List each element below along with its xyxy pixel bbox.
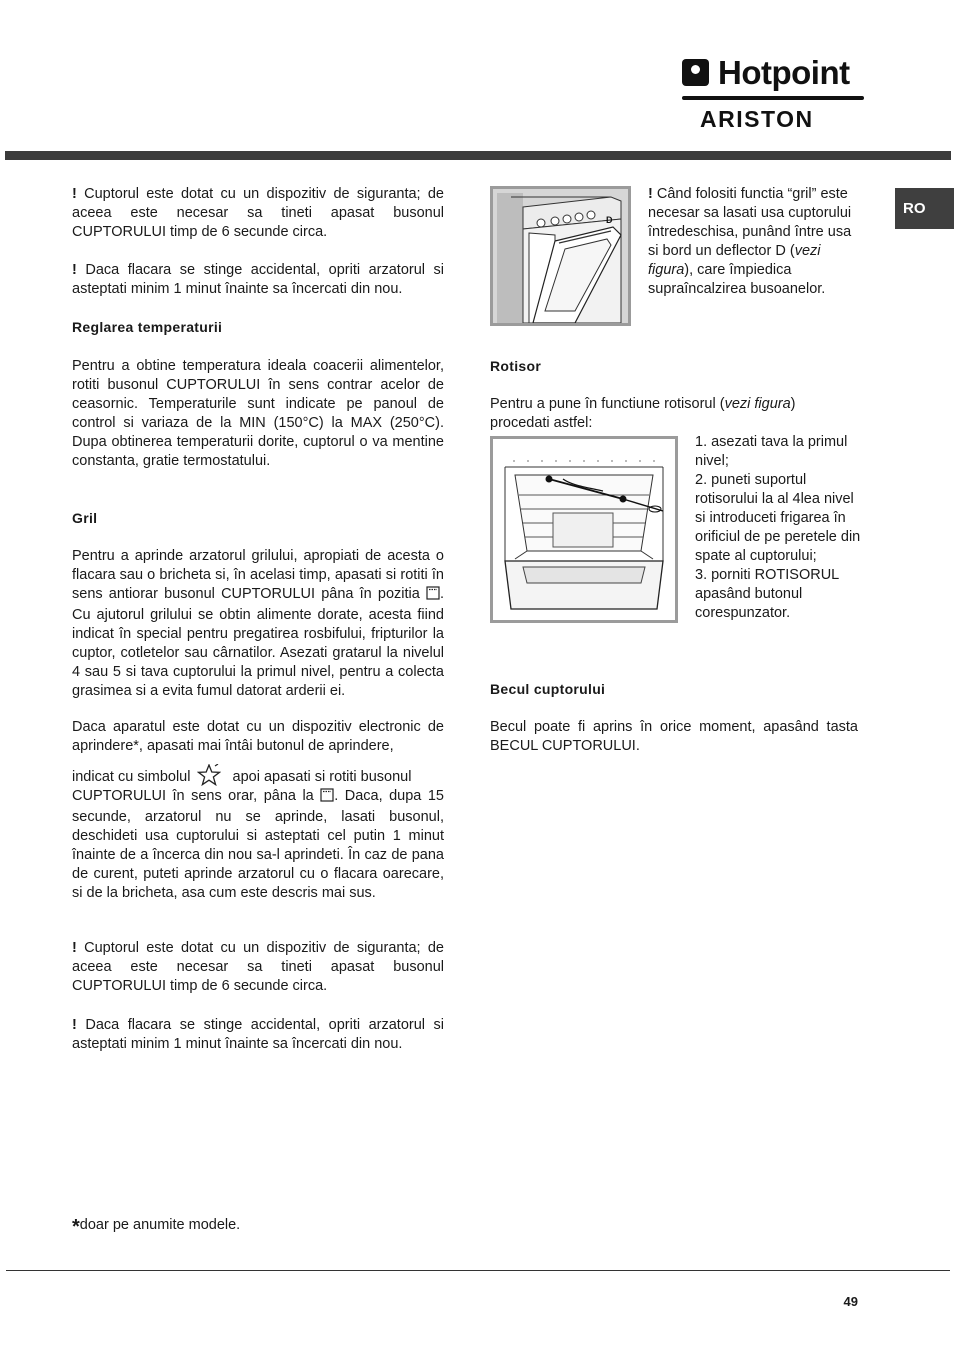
gril-paragraph: Pentru a aprinde arzatorul grilului, apropiati de acesta o flacara sau o bricheta si, în acelasi timp, apasati si rotiti în sens antiorar busonul CUPTORULUI pâna în pozitia . Cu ajutorul grilului se obtin alimente dorate, acesta fiind indicat în special pentru pregatirea rosbifului, fripturilor la cuptor, cotletelor sau cârnatilor. Asezati gratarul la nivelul 4 sau 5 si tava cuptorului la primul nivel, pentru a colecta grasimea si a evita fumul datorat arderii ei. (72, 548, 444, 699)
header-bar (5, 151, 951, 160)
hotpoint-logo-icon (682, 59, 709, 86)
footer-rule (6, 1270, 950, 1271)
grill-door-note: ! Când folositi functia “gril” este necesar sa lasati usa cuptorului întredeschisa, punând între usa si bord un deflector D (vezi figura), care împiedica supraîncalzirea busoanelor. (648, 186, 852, 297)
ignition-continuation: CUPTORULUI în sens orar, pâna la . Daca, dupa 15 secunde, arzatorul nu se aprinde, lasati busonul, deschideti usa cuptorului si asteptati cel putin 1 minut înainte de a încerca din nou sa-l aprindeti. În caz de pana de curent, puteti aprinde arzatorul cu o flacara oarecare, si de la bricheta, asa cum este descris mai sus. (72, 788, 444, 901)
bec-paragraph: Becul poate fi aprins în orice moment, apasând tasta BECUL CUPTORULUI. (490, 719, 858, 754)
heading-gril: Gril (72, 510, 98, 526)
heading-bec: Becul cuptorului (490, 681, 606, 697)
safety-note-1: ! Cuptorul este dotat cu un dispozitiv de siguranta; de aceea este necesar sa tineti apasat busonul CUPTORULUI timp de 6 secunde circa. (72, 186, 444, 240)
heading-temperature: Reglarea temperaturii (72, 319, 223, 335)
temperature-paragraph: Pentru a obtine temperatura ideala coacerii alimentelor, rotiti busonul CUPTORULUI în sens contrar acelor de ceasornic. Temperaturile sunt indicate pe panoul de control si variaza de la MIN (150°C) la MAX (250°C). Dupa obtinerea temperaturii dorite, cuptorul o va mentine constanta, gratie termostatului. (72, 358, 444, 469)
rotisor-steps: 1. asezati tava la primul nivel; 2. puneti suportul rotisorului la al 4lea nivel si introduceti frigarea în orificiul de pe peretele din spate al cuptorului; 3. porniti ROTISORUL apasând butonul corespunzator. (695, 434, 861, 621)
brand-logo (682, 54, 864, 132)
deflector-label: D (606, 215, 613, 225)
oven-door-illustration (493, 189, 628, 323)
flame-note-2: ! Daca flacara se stinge accidental, opriti arzatorul si asteptati minim 1 minut înainte sa încercati din nou. (72, 1017, 444, 1052)
footnote: *doar pe anumite modele. (72, 1216, 241, 1238)
ignition-paragraph: Daca aparatul este dotat cu un dispozitiv electronic de aprindere*, apasati mai întâi butonul de aprindere, (72, 719, 444, 754)
brand-subname: ARISTON (700, 106, 814, 132)
safety-note-2: ! Cuptorul este dotat cu un dispozitiv de siguranta; de aceea este necesar sa tineti apasat busonul CUPTORULUI timp de 6 secunde circa. (72, 940, 444, 994)
logo-divider (682, 96, 864, 100)
rotisserie-figure (490, 436, 678, 623)
grill-position-icon (320, 788, 334, 808)
heading-rotisor: Rotisor (490, 358, 542, 374)
brand-name: Hotpoint (718, 54, 850, 91)
rotisor-intro: Pentru a pune în functiune rotisorul (vezi figura) procedati astfel: (490, 396, 796, 431)
language-tab: RO (895, 188, 954, 229)
grill-position-icon (426, 586, 440, 606)
page-number: 49 (843, 1294, 858, 1309)
flame-note-1: ! Daca flacara se stinge accidental, opriti arzatorul si asteptati minim 1 minut înainte sa încercati din nou. (72, 262, 444, 297)
oven-interior-illustration (493, 439, 675, 620)
ignition-symbol-line: indicat cu simbolul apoi apasati si rotiti busonul (72, 764, 444, 792)
grill-deflector-figure (490, 186, 631, 326)
